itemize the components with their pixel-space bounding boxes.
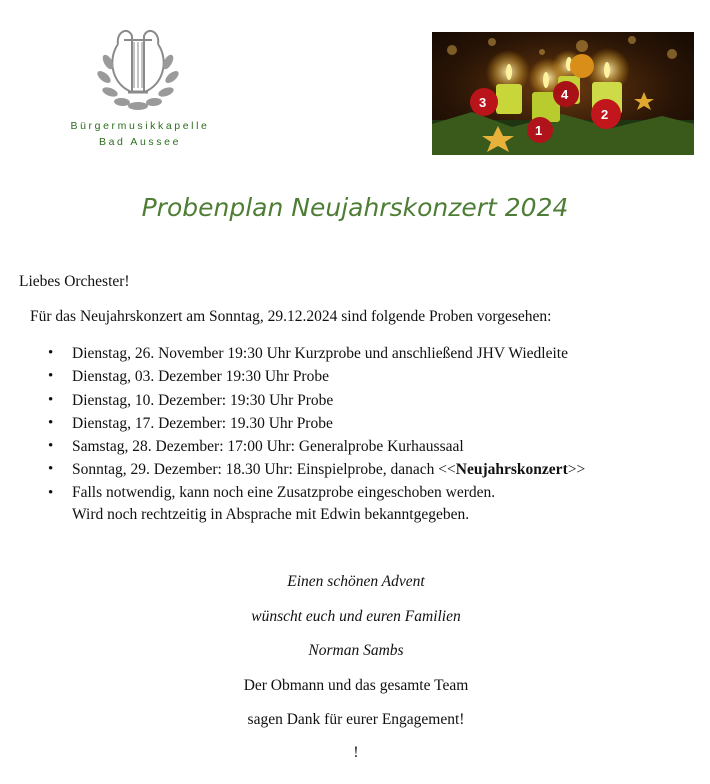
list-item: • Dienstag, 03. Dezember 19:30 Uhr Probe (48, 365, 585, 388)
list-item: • Samstag, 28. Dezember: 17:00 Uhr: Generalprobe Kurhaussaal (48, 435, 585, 458)
list-item-concert (48, 458, 585, 481)
list-item-extra (48, 482, 585, 526)
list-item: • Dienstag, 10. Dezember: 19:30 Uhr Probe (48, 389, 585, 412)
rehearsal-list (48, 342, 585, 526)
lyre-with-laurel-icon (88, 22, 188, 114)
svg-text:4: 4 (561, 87, 569, 102)
advent-wreath-photo (432, 32, 694, 155)
svg-text:3: 3 (479, 95, 487, 110)
list-item: • Dienstag, 26. November 19:30 Uhr Kurzprobe und anschließend JHV Wiedleite (48, 342, 585, 365)
extra-line-1: • Falls notwendig, kann noch eine Zusatzprobe eingeschoben werden. (72, 483, 496, 501)
greeting: Liebes Orchester! (19, 273, 130, 290)
intro-text: Für das Neujahrskonzert am Sonntag, 29.12.2024 sind folgende Proben vorgesehen: (30, 308, 552, 325)
svg-text:1: 1 (535, 123, 543, 138)
closing-advent: Einen schönen Advent (287, 573, 425, 590)
closing-wishes: wünscht euch und euren Familien (251, 608, 461, 625)
svg-text:2: 2 (601, 107, 609, 122)
page-title: Probenplan Neujahrskonzert 2024 (141, 193, 569, 222)
closing-team: Der Obmann und das gesamte Team (243, 677, 469, 694)
club-logo (40, 22, 210, 152)
org-location: Bad Aussee (98, 136, 182, 148)
concert-suffix: >> (567, 461, 586, 479)
closing-exclamation: ! (353, 744, 359, 761)
signature-name: Norman Sambs (308, 642, 404, 659)
closing-thanks: sagen Dank für eurer Engagement! (247, 711, 465, 728)
concert-name: Neujahrskonzert (455, 461, 568, 479)
advent-wreath-candles-image (432, 32, 694, 155)
extra-line-2: Wird noch rechtzeitig in Absprache mit Edwin bekanntgegeben. (72, 505, 470, 523)
list-item: • Dienstag, 17. Dezember: 19.30 Uhr Probe (48, 412, 585, 435)
concert-prefix: Sonntag, 29. Dezember: 18.30 Uhr: Einspielprobe, danach << (72, 461, 456, 479)
org-name: Bürgermusikkapelle (70, 120, 210, 132)
